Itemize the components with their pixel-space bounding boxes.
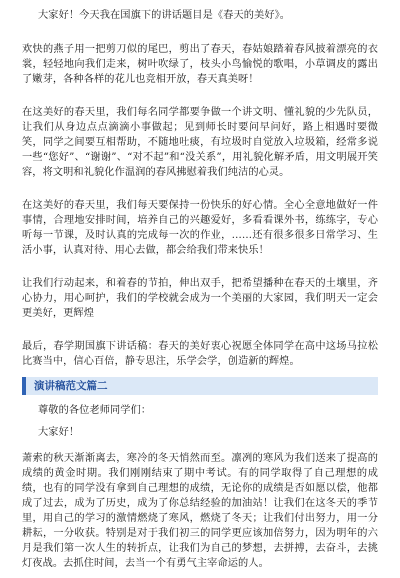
opening-line: 大家好！今天我在国旗下的讲话题目是《春天的美好》。 — [38, 10, 291, 21]
section-heading-text: 演讲稿范文篇二 — [34, 380, 108, 392]
paragraph-spring-intro: 欢快的燕子用一把剪刀似的尾巴，剪出了春天，春姑娘踏着春风披着漂亮的衣裳，轻轻地向我们走来，树叶吹绿了，枝头小鸟愉悦的歌唱，小草调皮的露出了嫩芽，各种各样的花儿也竞相开放，春天真美呀！ — [22, 44, 378, 85]
paragraph-closing: 最后，春学期国旗下讲话稿：春天的美好衷心祝愿全体同学在高中这场马拉松比赛当中，信心百倍，静专思注，乐学会学，创造新的辉煌。 — [22, 341, 378, 367]
paragraph-civility: 在这美好的春天里，我们每名同学都要争做一个讲文明、懂礼貌的少先队员，让我们从身边点点滴滴小事做起；见到师长时要问早问好，路上相遇时要微笑，同学之间要互相帮助，不随地吐痰，有垃圾时自觉放入垃圾箱，经常多说一些“您好”、“谢谢”、“对不起”和“没关系”，用礼貌化解矛盾，用文明展开笑容，将文明和礼貌化作温润的春风拂慰着我们纯洁的心灵。 — [22, 107, 378, 178]
paragraph-happiness: 在这美好的春天里，我们每天要保持一份快乐的好心情。全心全意地做好一件事情，合理地安排时间，培养自己的兴趣爱好，多看看课外书，练练字，专心听每一节课，及时认真的完成每一次的作业，……还有很多很多日常学习、生活小事，认真对待、用心去做，都会给我们带来快乐！ — [22, 200, 378, 256]
greeting-line: 尊敬的各位老师同学们： — [38, 405, 152, 416]
hello-line: 大家好！ — [38, 427, 80, 438]
paragraph-winter: 萧索的秋天渐渐离去，寒冷的冬天悄然而至。凛冽的寒风为我们送来了提高的成绩的黄金时期。我们刚刚结束了期中考试。有的同学取得了自己理想的成绩，也有的同学没有拿到自己理想的成绩，无论你的成绩是否如愿以偿，他都成了过去，成为了历史，成为了你总结经验的加油站！让我们在这冬天的季节里，用自己的学习的激情燃烧了寒风，燃烧了冬天；让我们付出努力，用一分耕耘，一分收获。特别是对于我们初三的同学更应该加倍努力，因为明年的六月是我们第一次人生的转折点，让我们为自己的梦想，去拼搏，去奋斗，去挑灯夜战。去抓住时间，去当一个有勇气主宰命运的人。 — [22, 453, 378, 569]
section-heading — [22, 377, 378, 395]
paragraph-action: 让我们行动起来，和着春的节拍，伸出双手，把希望播种在春天的土壤里，齐心协力，用心呵护，我们的学校就会成为一个美丽的大家园，我们明天一定会更美好，更辉煌 — [22, 278, 378, 319]
